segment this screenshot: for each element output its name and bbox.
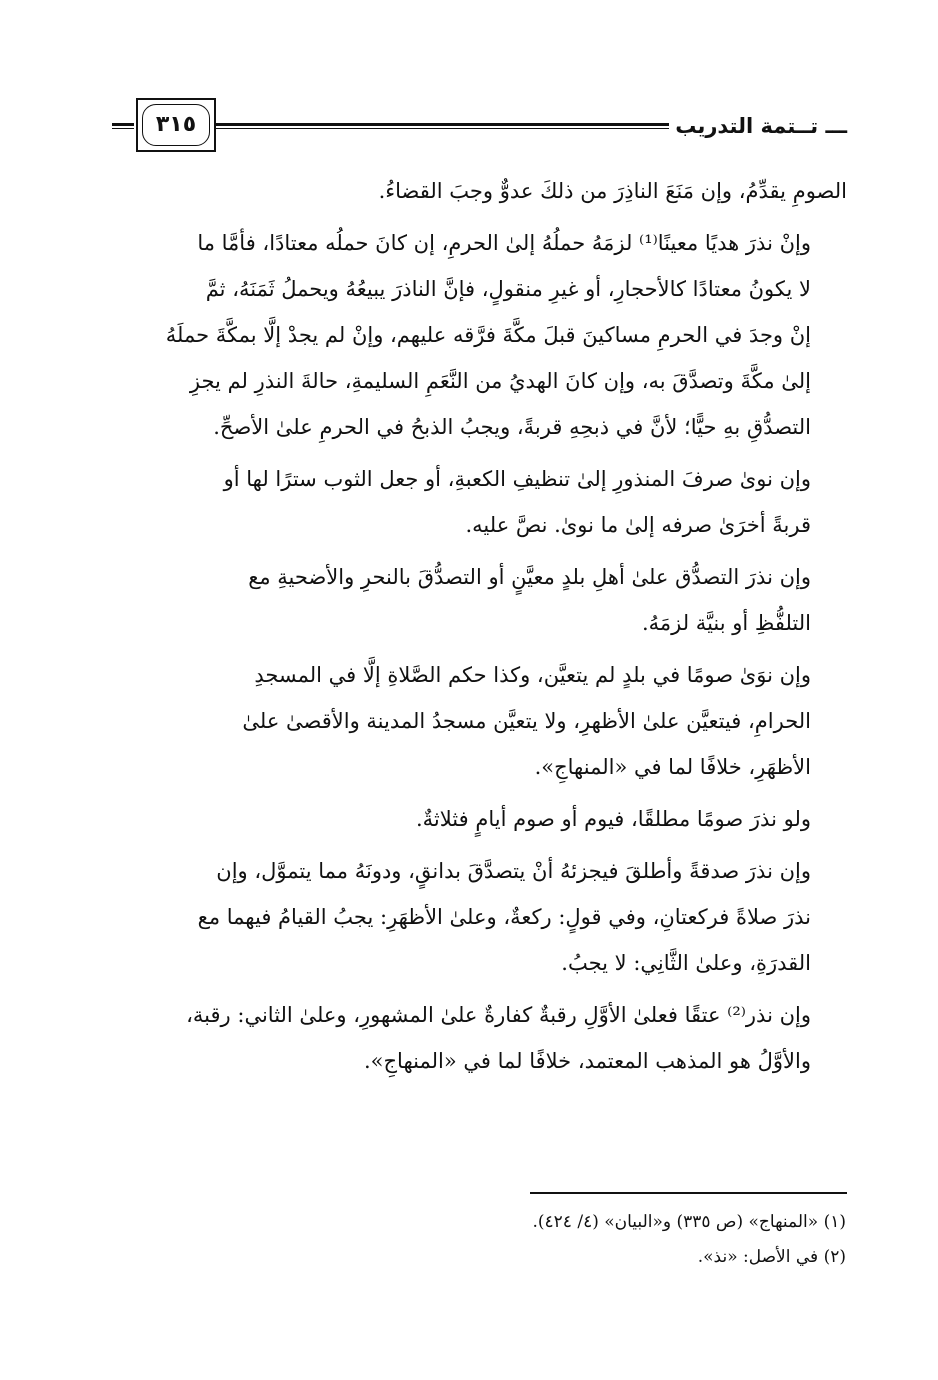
header-rule xyxy=(216,123,732,129)
footnote-1: (١) «المنهاج» (ص ٣٣٥) و«البيان» (٤/ ٤٢٤). xyxy=(532,1212,846,1232)
paragraph xyxy=(92,796,847,842)
text-line: التلفُّظِ أو بنيَّة لزمَهُ. xyxy=(641,611,811,635)
paragraph xyxy=(92,554,847,646)
paragraph xyxy=(92,168,847,214)
text-line: لا يكونُ معتادًا كالأحجارِ، أو غيرِ منقولٍ، فإنَّ الناذرَ يبيعُهُ ويحملُ ثَمَنَهُ، ثمَّ xyxy=(205,277,811,301)
body-text xyxy=(92,168,847,1090)
paragraph xyxy=(92,456,847,548)
text-line: وإن نذرَ صدقةً وأطلقَ فيجزئهُ أنْ يتصدَّقَ بدانقٍ، ودونَهُ مما يتموَّل، وإن xyxy=(216,859,811,883)
text-line: وإن نوىٰ صرفَ المنذورِ إلىٰ تنظيفِ الكعبةِ، أو جعل الثوب سترًا لها أو xyxy=(223,467,811,491)
text-line: القدرَةِ، وعلىٰ الثَّانِي: لا يجبُ. xyxy=(561,951,811,975)
text-line: إنْ وجدَ في الحرمِ مساكينَ قبلَ مكَّةَ فرَّقه عليهم، وإنْ لم يجدْ إلَّا بمكَّةَ حملَهُ xyxy=(165,323,811,347)
footnote-2: (٢) في الأصل: «نذ». xyxy=(697,1247,846,1267)
running-title: ـــ تــتمة التدريب xyxy=(669,114,847,138)
paragraph xyxy=(92,652,847,790)
text-line: وإن نذرَ التصدُّق علىٰ أهلِ بلدٍ معيَّنٍ أو التصدُّقَ بالنحرِ والأضحيةِ مع xyxy=(248,565,811,589)
footnotes xyxy=(91,1205,846,1275)
text-line: وإنْ نذرَ هديًا معينًا⁽¹⁾ لزمَهُ حملُهُ إلىٰ الحرمِ، إن كانَ حملُه معتادًا، فأمَّا ما xyxy=(197,231,811,255)
text-line: ولو نذرَ صومًا مطلقًا، فيوم أو صوم أيامٍ فثلاثةٌ. xyxy=(415,807,811,831)
text-line: قربةً أخرَىٰ صرفه إلىٰ ما نوىٰ. نصَّ عليه. xyxy=(465,513,811,537)
paragraph xyxy=(92,220,847,450)
text-line: التصدُّقِ بهِ حيًّا؛ لأنَّ في ذبحِهِ قربةً، ويجبُ الذبحُ في الحرمِ علىٰ الأصحِّ. xyxy=(213,415,811,439)
footnote-separator xyxy=(530,1192,847,1194)
text-line: وإن نذر⁽²⁾ عتقًا فعلىٰ الأوَّلِ رقبةٌ كفارةٌ علىٰ المشهورِ، وعلىٰ الثاني: رقبة، xyxy=(186,1003,811,1027)
paragraph xyxy=(92,848,847,986)
page-number: ٣١٥ xyxy=(155,112,197,137)
text-line: الأظهَرِ، خلافًا لما في «المنهاجِ». xyxy=(534,755,811,779)
text-line: الحرامِ، فيتعيَّن علىٰ الأظهرِ، ولا يتعيَّن مسجدُ المدينة والأقصىٰ علىٰ xyxy=(242,709,811,733)
text-line: الصومِ يقدِّمُ، وإن مَنَعَ الناذِرَ من ذلكَ عدوٌّ وجبَ القضاءُ. xyxy=(378,179,847,203)
paragraph xyxy=(92,992,847,1084)
text-line: نذرَ صلاةً فركعتانِ، وفي قولٍ: ركعةٌ، وعلىٰ الأظهَرِ: يجبُ القيامُ فيهما مع xyxy=(197,905,811,929)
text-line: إلىٰ مكَّةَ وتصدَّقَ به، وإن كانَ الهديُ من النَّعَمِ السليمةِ، حالةَ النذرِ لم يجزِ xyxy=(189,369,811,393)
text-line: والأوَّلُ هو المذهب المعتمد، خلافًا لما في «المنهاجِ». xyxy=(363,1049,811,1073)
header-rule-end xyxy=(112,123,134,129)
page-number-frame xyxy=(136,98,216,152)
text-line: وإن نوَىٰ صومًا في بلدٍ لم يتعيَّن، وكذا حكم الصَّلاةِ إلَّا في المسجدِ xyxy=(254,663,811,687)
page-header xyxy=(112,96,847,156)
